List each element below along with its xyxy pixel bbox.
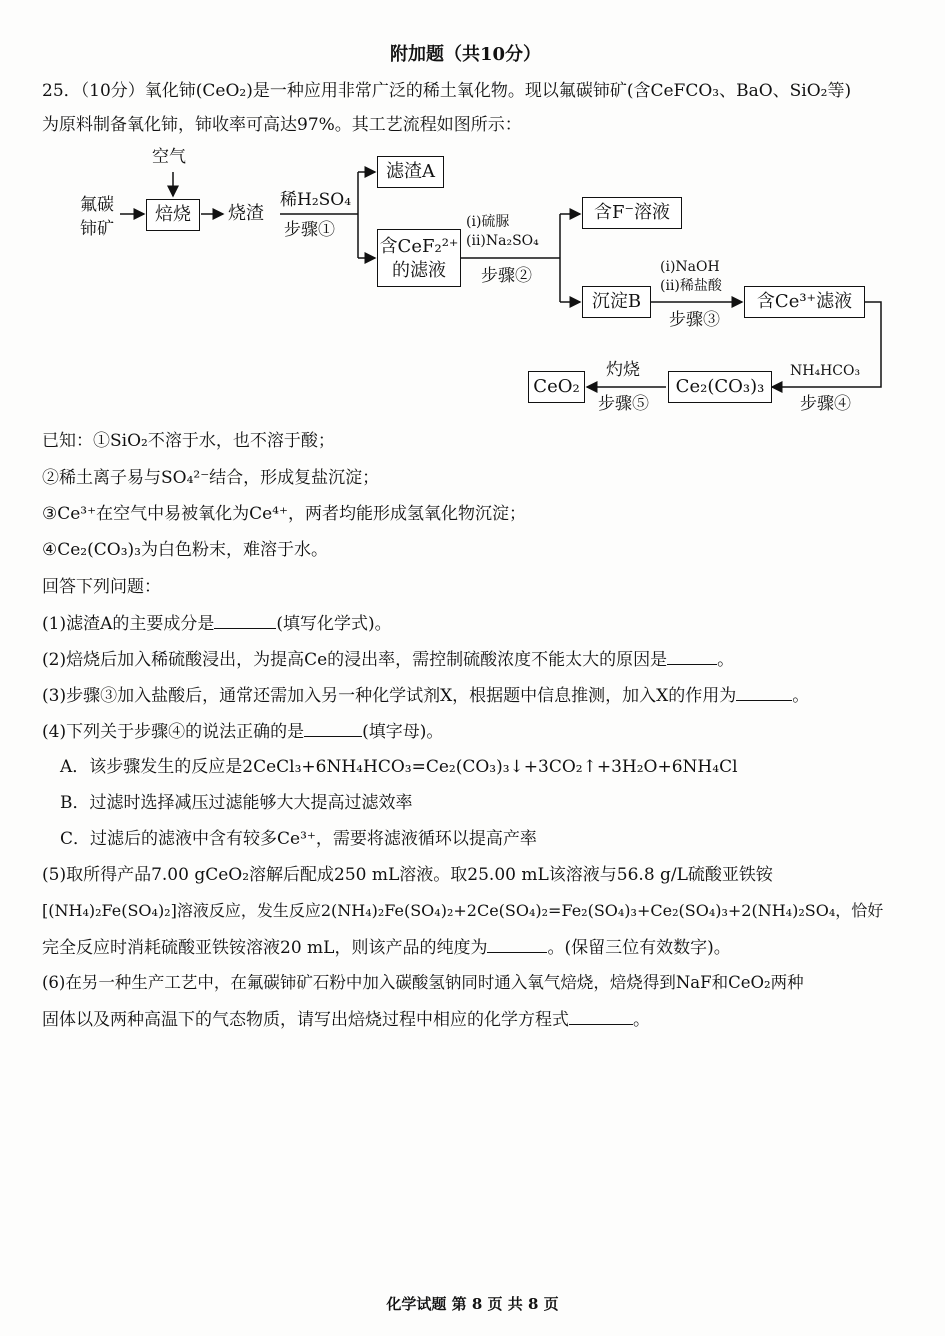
step1-label: 步骤① [284,220,335,240]
option-b: B．过滤时选择减压过滤能够大大提高过滤效率 [60,793,413,813]
sub-question-5-line-1: (5)取所得产品7.00 gCeO₂溶解后配成250 mL溶液。取25.00 mL该溶液与56.8 g/L硫酸亚铁铵 [42,865,773,885]
roast-box: 焙烧 [146,199,200,231]
sub-question-6-line-1: (6)在另一种生产工艺中，在氟碳铈矿石粉中加入碳酸氢钠同时通入氧气焙烧，焙烧得到NaF和CeO₂两种 [42,973,804,992]
reagent-2-sodium-sulfate: (ii)Na₂SO₄ [466,233,539,249]
sub-question-5-line-2: [(NH₄)₂Fe(SO₄)₂]溶液反应，发生反应2(NH₄)₂Fe(SO₄)₂+2Ce(SO₄)₂=Fe₂(SO₄)₃+Ce₂(SO₄)₃+2(NH₄)₂SO₄，恰好 [42,901,884,920]
known-fact-3: ③Ce³⁺在空气中易被氧化为Ce⁴⁺，两者均能形成氢氧化物沉淀； [42,504,526,524]
sub-question-6-line-2: 固体以及两种高温下的气态物质，请写出焙烧过程中相应的化学方程式 。 [42,1010,650,1030]
precipitate-b-box: 沉淀B [582,286,651,318]
sub-question-3: (3)步骤③加入盐酸后，通常还需加入另一种化学试剂X，根据题中信息推测，加入X的作用为 。 [42,686,810,706]
residue-a-box: 滤渣A [377,156,444,188]
answer-blank[interactable] [667,648,717,665]
answer-prompt: 回答下列问题： [42,577,161,597]
nh4hco3-label: NH₄HCO₃ [790,363,861,379]
page-footer: 化学试题 第 8 页 共 8 页 [386,1295,559,1313]
sub-question-4: (4)下列关于步骤④的说法正确的是 (填字母)。 [42,722,444,742]
question-stem-line-1: 25．（10分）氧化铈(CeO₂)是一种应用非常广泛的稀土氧化物。现以氟碳铈矿(含CeFCO₃、BaO、SiO₂等) [42,81,852,101]
flow-arrows [0,0,945,420]
step3-label: 步骤③ [669,310,720,330]
reagent-2-thiourea: (i)硫脲 [466,214,510,230]
answer-blank[interactable] [736,684,792,701]
known-fact-2: ②稀土离子易与SO₄²⁻结合，形成复盐沉淀； [42,468,380,488]
question-stem-line-2: 为原料制备氧化铈，铈收率可高达97%。其工艺流程如图所示： [42,115,522,135]
acid-label: 稀H₂SO₄ [280,190,352,210]
known-fact-1: 已知：①SiO₂不溶于水，也不溶于酸； [42,431,335,451]
option-c: C．过滤后的滤液中含有较多Ce³⁺，需要将滤液循环以提高产率 [60,829,537,849]
air-label: 空气 [152,147,186,167]
cerium-carbonate-box: Ce₂(CO₃)₃ [668,371,772,403]
option-a: A．该步骤发生的反应是2CeCl₃+6NH₄HCO₃=Ce₂(CO₃)₃↓+3CO₂↑+3H₂O+6NH₄Cl [60,757,738,777]
answer-blank[interactable] [487,936,547,953]
sub-question-5-line-3: 完全反应时消耗硫酸亚铁铵溶液20 mL，则该产品的纯度为 。(保留三位有效数字)。 [42,938,731,958]
ce3-filtrate-box: 含Ce³⁺滤液 [744,286,865,318]
ore-label: 氟碳铈矿 [80,195,114,239]
page-title: 附加题（共10分） [390,44,542,65]
sub-question-2: (2)焙烧后加入稀硫酸浸出，为提高Ce的浸出率，需控制硫酸浓度不能太大的原因是 。 [42,650,735,670]
reagent-3-naoh: (i)NaOH [660,259,720,275]
fluoride-solution-box: 含F⁻溶液 [582,197,682,229]
answer-blank[interactable] [569,1008,633,1025]
step2-label: 步骤② [481,266,532,286]
cef-filtrate-box: 含CeF₂²⁺的滤液 [377,229,461,287]
step5-label: 步骤⑤ [598,394,649,414]
answer-blank[interactable] [304,720,362,737]
sub-question-1: (1)滤渣A的主要成分是 (填写化学式)。 [42,614,392,634]
ceo2-box: CeO₂ [528,371,585,403]
step4-label: 步骤④ [800,394,851,414]
slag-label: 烧渣 [228,203,264,224]
known-fact-4: ④Ce₂(CO₃)₃为白色粉末，难溶于水。 [42,540,328,560]
answer-blank[interactable] [214,612,276,629]
calcine-label: 灼烧 [606,360,640,380]
reagent-3-hcl: (ii)稀盐酸 [660,278,722,294]
